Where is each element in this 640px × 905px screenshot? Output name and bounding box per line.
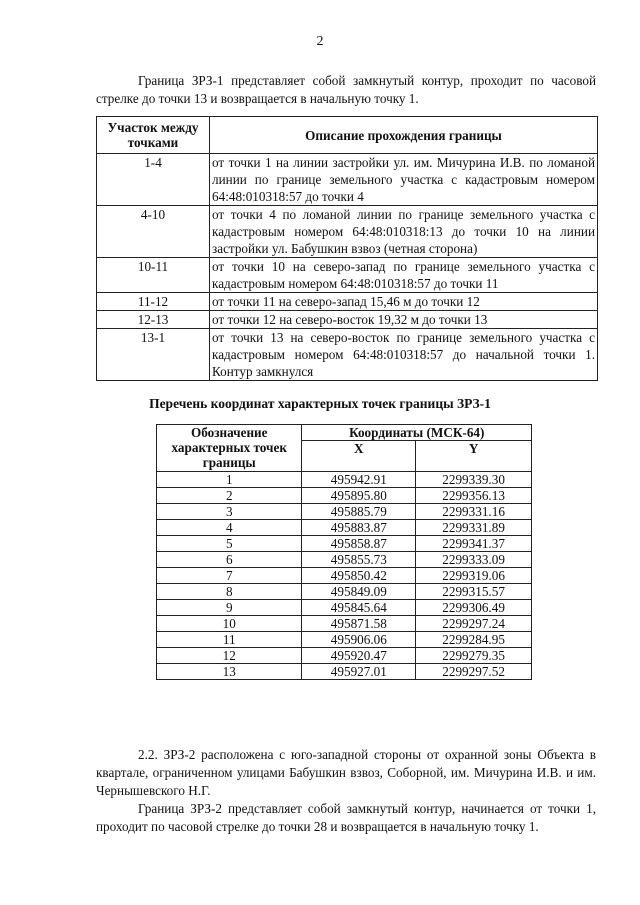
table-row [157, 472, 532, 488]
x-coordinate-cell: 495871.58 [302, 616, 416, 632]
y-coordinate-cell: 2299297.52 [416, 664, 532, 680]
table-row [157, 600, 532, 616]
point-number-cell: 5 [157, 536, 302, 552]
y-coordinate-cell: 2299306.49 [416, 600, 532, 616]
point-number-cell: 3 [157, 504, 302, 520]
point-number-cell: 12 [157, 648, 302, 664]
table-row [97, 154, 598, 206]
point-number-cell: 6 [157, 552, 302, 568]
x-coordinate-cell: 495858.87 [302, 536, 416, 552]
segment-cell: 10-11 [97, 258, 210, 293]
point-number-cell: 2 [157, 488, 302, 504]
x-coordinate-cell: 495855.73 [302, 552, 416, 568]
table-row [157, 520, 532, 536]
y-coordinate-cell: 2299315.57 [416, 584, 532, 600]
y-coordinate-cell: 2299331.16 [416, 504, 532, 520]
y-coordinate-cell: 2299333.09 [416, 552, 532, 568]
point-number-cell: 11 [157, 632, 302, 648]
intro-paragraph: Граница ЗРЗ-1 представляет собой замкнутый контур, проходит по часовой стрелке до точки 13 и возвращается в начальную точку 1. [96, 73, 596, 106]
table-row [97, 206, 598, 258]
x-coordinate-cell: 495845.64 [302, 600, 416, 616]
table-row [97, 258, 598, 293]
table-row [157, 584, 532, 600]
x-coordinate-cell: 495906.06 [302, 632, 416, 648]
table-row [157, 488, 532, 504]
y-coordinate-cell: 2299319.06 [416, 568, 532, 584]
segment-cell: 12-13 [97, 311, 210, 329]
y-coordinate-cell: 2299279.35 [416, 648, 532, 664]
table-row [97, 293, 598, 311]
header-coordinates: Координаты (МСК-64) [302, 425, 532, 441]
description-cell: от точки 11 на северо-запад 15,46 м до точки 12 [210, 293, 598, 311]
point-number-cell: 7 [157, 568, 302, 584]
header-segment: Участок между точками [97, 117, 210, 154]
section-2-2-paragraph: 2.2. ЗРЗ-2 расположена с юго-западной стороны от охранной зоны Объекта в квартале, ограниченном улицами Бабушкин взвоз, Соборной, им. Мичурина И.В. и им. Чернышевского Н.Г. [96, 747, 596, 798]
table-row [97, 329, 598, 381]
boundary-description-table [96, 116, 598, 381]
x-coordinate-cell: 495849.09 [302, 584, 416, 600]
description-cell: от точки 12 на северо-восток 19,32 м до точки 13 [210, 311, 598, 329]
table-row [157, 536, 532, 552]
y-coordinate-cell: 2299284.95 [416, 632, 532, 648]
table-row [157, 648, 532, 664]
segment-cell: 13-1 [97, 329, 210, 381]
header-y: Y [416, 441, 532, 472]
coordinates-table [156, 424, 532, 680]
x-coordinate-cell: 495927.01 [302, 664, 416, 680]
table-header-row [157, 425, 532, 441]
table-row [157, 568, 532, 584]
x-coordinate-cell: 495920.47 [302, 648, 416, 664]
y-coordinate-cell: 2299339.30 [416, 472, 532, 488]
x-coordinate-cell: 495885.79 [302, 504, 416, 520]
point-number-cell: 10 [157, 616, 302, 632]
point-number-cell: 8 [157, 584, 302, 600]
table-row [157, 504, 532, 520]
y-coordinate-cell: 2299331.89 [416, 520, 532, 536]
table-row [157, 616, 532, 632]
page-number: 2 [316, 34, 324, 49]
coordinates-table-title: Перечень координат характерных точек границы ЗРЗ-1 [149, 396, 491, 411]
description-cell: от точки 1 на линии застройки ул. им. Мичурина И.В. по ломаной линии по границе земельного участка с кадастровым номером 64:48:010318:57 до точки 4 [210, 154, 598, 206]
section-2-2-contour-paragraph: Граница ЗРЗ-2 представляет собой замкнутый контур, начинается от точки 1, проходит по часовой стрелке до точки 28 и возвращается в начальную точку 1. [96, 801, 596, 834]
segment-cell: 4-10 [97, 206, 210, 258]
point-number-cell: 1 [157, 472, 302, 488]
description-cell: от точки 4 по ломаной линии по границе земельного участка с кадастровым номером 64:48:010318:13 до точки 10 на линии застройки ул. Бабушкин взвоз (четная сторона) [210, 206, 598, 258]
segment-cell: 1-4 [97, 154, 210, 206]
y-coordinate-cell: 2299341.37 [416, 536, 532, 552]
point-number-cell: 13 [157, 664, 302, 680]
x-coordinate-cell: 495883.87 [302, 520, 416, 536]
x-coordinate-cell: 495942.91 [302, 472, 416, 488]
description-cell: от точки 10 на северо-запад по границе земельного участка с кадастровым номером 64:48:010318:57 до точки 11 [210, 258, 598, 293]
header-description: Описание прохождения границы [210, 117, 598, 154]
description-cell: от точки 13 на северо-восток по границе земельного участка с кадастровым номером 64:48:010318:57 до начальной точки 1. Контур замкнулся [210, 329, 598, 381]
header-x: X [302, 441, 416, 472]
x-coordinate-cell: 495850.42 [302, 568, 416, 584]
table-row [157, 552, 532, 568]
point-number-cell: 4 [157, 520, 302, 536]
table-row [157, 632, 532, 648]
table-row [97, 311, 598, 329]
table-row [157, 664, 532, 680]
x-coordinate-cell: 495895.80 [302, 488, 416, 504]
table-header-row [97, 117, 598, 154]
y-coordinate-cell: 2299356.13 [416, 488, 532, 504]
header-point-name: Обозначение характерных точек границы [157, 425, 302, 472]
segment-cell: 11-12 [97, 293, 210, 311]
y-coordinate-cell: 2299297.24 [416, 616, 532, 632]
point-number-cell: 9 [157, 600, 302, 616]
